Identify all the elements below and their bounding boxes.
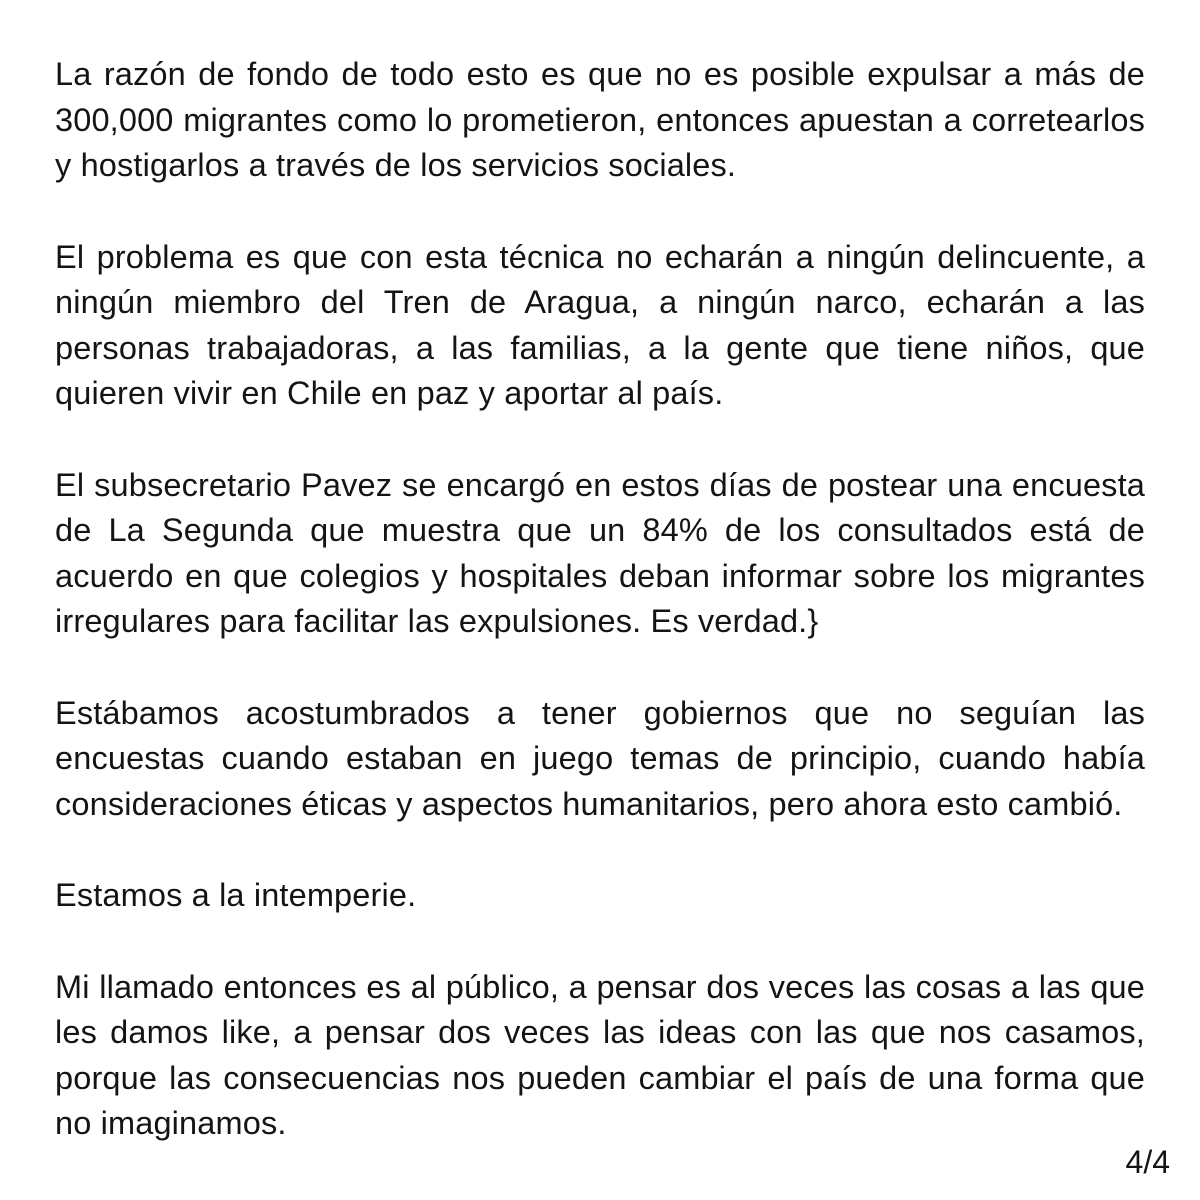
page-number: 4/4 [1125,1144,1170,1180]
paragraph-5: Estamos a la intemperie. [55,877,417,913]
document-body [55,52,1145,1147]
paragraph-3: El subsecretario Pavez se encargó en estos días de postear una encuesta de La Segunda que muestra que un 84% de los consultados está de acuerdo en que colegios y hospitales deban informar sobre los migrantes irregulares para facilitar las expulsiones. Es verdad.} [55,466,1145,639]
paragraph-2: El problema es que con esta técnica no echarán a ningún delincuente, a ningún miembro del Tren de Aragua, a ningún narco, echarán a las personas trabajadoras, a las familias, a la gente que tiene niños, que quieren vivir en Chile en paz y aportar al país. [55,238,1145,411]
paragraph-6: Mi llamado entonces es al público, a pensar dos veces las cosas a las que les damos like, a pensar dos veces las ideas con las que nos casamos, porque las consecuencias nos pueden cambiar el país de una forma que no imaginamos. [55,968,1145,1141]
paragraph-4: Estábamos acostumbrados a tener gobiernos que no seguían las encuestas cuando estaban en juego temas de principio, cuando había consideraciones éticas y aspectos humanitarios, pero ahora esto cambió. [55,694,1145,822]
paragraph-1: La razón de fondo de todo esto es que no es posible expulsar a más de 300,000 migrantes como lo prometieron, entonces apuestan a corretearlos y hostigarlos a través de los servicios sociales. [55,56,1145,183]
